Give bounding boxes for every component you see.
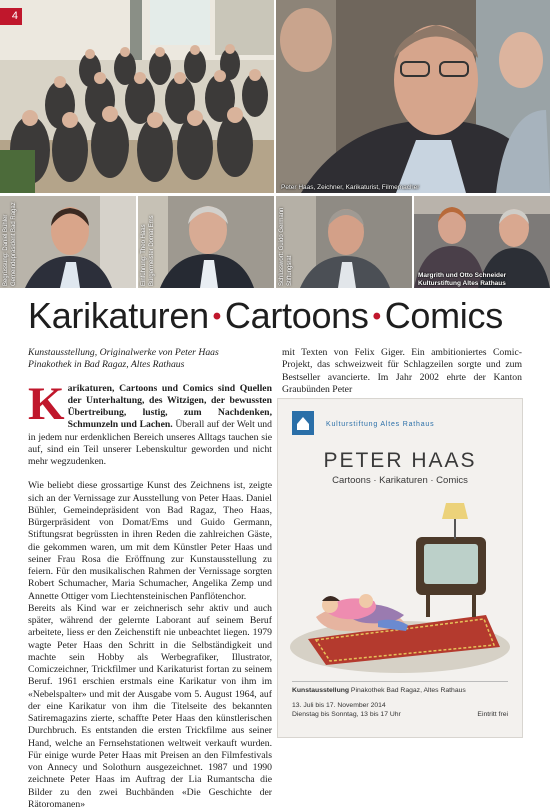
caption-peter-haas: Peter Haas, Zeichner, Karikaturist, Filmemacher — [281, 184, 420, 191]
poster-logo-icon — [292, 411, 314, 435]
poster-org: Kulturstiftung Altes Rathaus — [326, 421, 435, 428]
page-headline: Karikaturen • Cartoons • Comics — [28, 295, 503, 336]
caption-schneider: Margrith und Otto Schneider Kulturstiftung Altes Rathaus — [418, 272, 507, 287]
paragraph-continued: mit Texten von Felix Giger. Ein ambitioniertes Comic-Projekt, das schweizweit für Schlagzeilen sorgte und zum Bestseller avancierte. Im Jahr 2002 ehrte der Kanton Graubünden Peter — [282, 347, 522, 395]
poster-cartoon-illustration — [286, 497, 514, 675]
poster-subtitle: Cartoons · Karikaturen · Comics — [332, 475, 468, 486]
paragraph-1: Überall auf der Welt und in jedem nur erdenklichen Bereich unseres Alltags tauchen sie auf, sind ein Teil unserer Lebenskultur geworden und nicht mehr wegzudenken. — [28, 419, 272, 467]
peter-haas-photo — [276, 0, 550, 193]
left-column — [28, 347, 272, 811]
audience-photo — [0, 0, 274, 193]
paragraph-3: Bereits als Kind war er zeichnerisch sehr aktiv und auch später, während der gelernte Laborant auf seinem Beruf arbeitete, liess er den Zeichenstift nie unbeachtet liegen. 1979 wagte Peter Haas den Schritt in die Selbständigkeit und machte sein Hobby als Werbegrafiker, Illustrator, Comiczeichner, Trickfilmer und Karikaturist fortan zu seinem Beruf. 1961 erschien erstmals eine Karikatur von ihm im «Nebelspalter» und mit der Ausgabe vom 5. August 1964, auf der eine Karikatur von ihm die Titelseite des bekannten Satiremagazins zierte, schaffte Peter Haas den künstlerischen Durchbruch. Es entstanden die ersten Trickfilme aus seiner Hand, welche an Fernsehstationen weltweit verkauft wurden. Für einige wurde Peter Haas mit Preisen an den Filmfestivals von Annecy und Solothurn ausgezeichnet. 1987 und 1990 zeichnete Peter Haas im Auftrag der Lia Rumantscha die Bilder zu den zwei Buchbänden «Die Geschichte der Rätoromanen» — [28, 602, 272, 810]
caption-buehler: Begrüssung: Daniel Bühler Gemeindepräsident Bad Ragaz — [3, 202, 17, 286]
subheading-1: Kunstausstellung, Originalwerke von Peter Haas — [28, 347, 219, 358]
portrait-daniel-buehler — [0, 196, 136, 288]
lead-paragraph: arikaturen, Cartoons und Comics sind Quellen der Unterhaltung, des Witzigen, der bewussten Übertreibung, lustig, zum Nachdenken, Schmunzeln und Lachen. — [67, 382, 272, 431]
caption-theo-haas: Einführung: Theo Haas Bürgermeister Domat Ems — [141, 215, 155, 286]
portrait-guido-germann — [276, 196, 412, 288]
portrait-theo-haas — [138, 196, 274, 288]
exhibition-poster — [277, 398, 523, 738]
drop-cap: K — [28, 377, 65, 430]
subheading-2: Pinakothek in Bad Ragaz, Altes Rathaus — [28, 359, 185, 371]
poster-artist-name: PETER HAAS — [323, 449, 477, 472]
page-number: 4 — [0, 8, 22, 25]
right-column — [282, 347, 522, 396]
paragraph-2: Wie beliebt diese grossartige Kunst des Zeichnens ist, zeigte sich an der Vernissage zur Ausstellung von Peter Haas. Daniel Bühler, Gemeindepräsident von Bad Ragaz, Theo Haas, Bürgerpräsident von Domat/Ems und Guido Germann, Stiftungsrat begrüssten in ihren Reden die zahlreichen Gäste, die gekommen waren, um mit dem Künstler Peter Haas und seiner Frau Rosa die Eröffnung zur Kunstausstellung zu feiern. Für den musikalischen Rahmen der Vernissage sorgten Robert Schumacher, Maria Schumacher, Angelika Zemp und Annette Ottiger vom Liechtensteinischen Panflötenchor. — [28, 480, 272, 602]
caption-guido-germann: Schlusswort: Guido Germann Stiftungsrat — [279, 207, 293, 286]
poster-footer: Kunstausstellung Pinakothek Bad Ragaz, Altes Rathaus 13. Juli bis 17. November 2014 Dienstag bis Sonntag, 13 bis 17 Uhr Eintritt frei — [292, 681, 508, 719]
